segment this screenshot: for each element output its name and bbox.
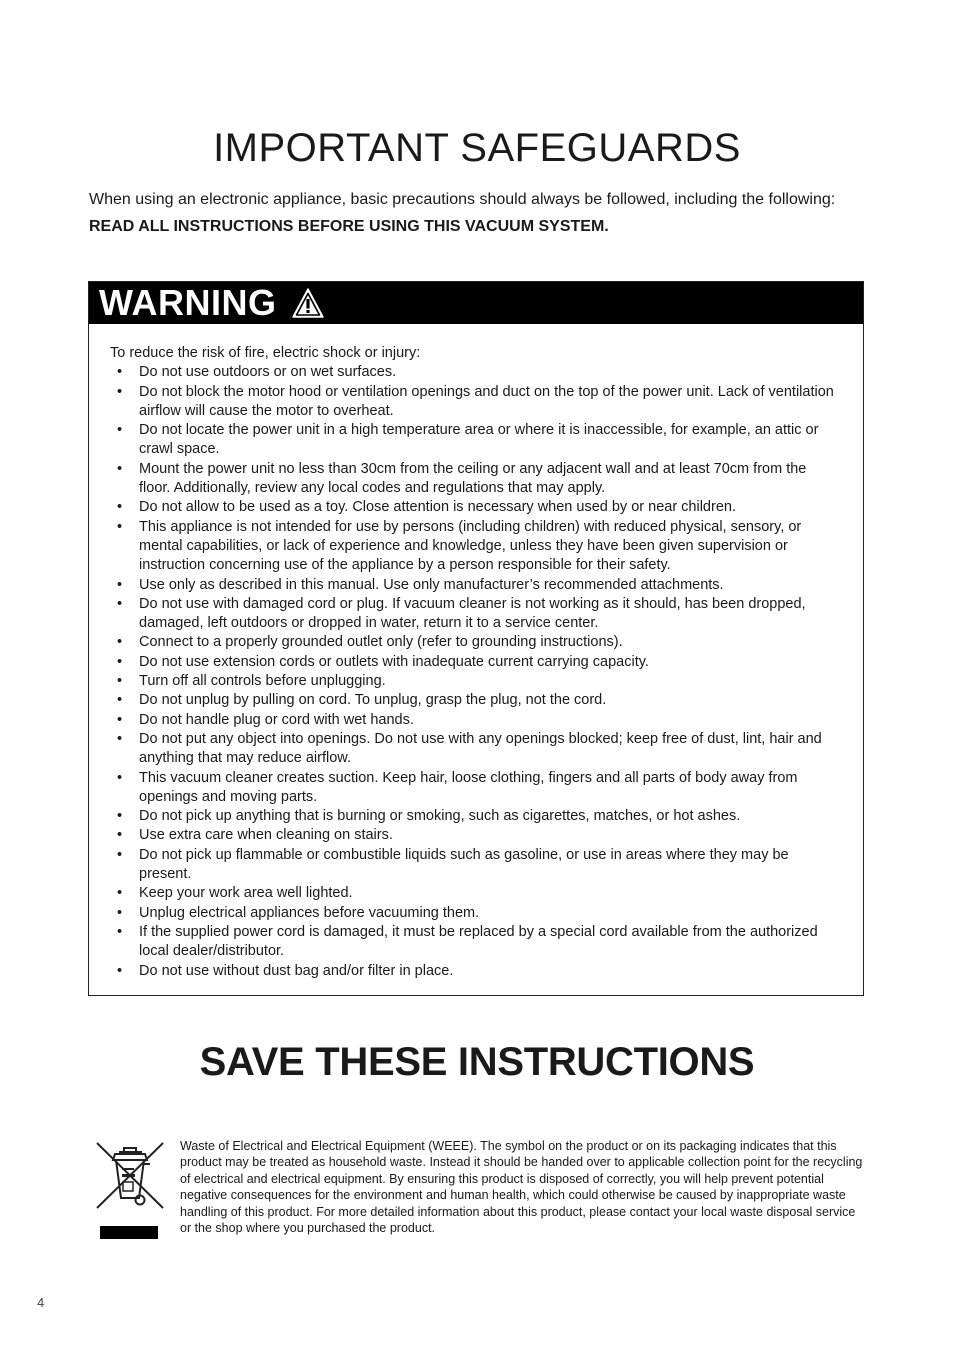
save-instructions-title: SAVE THESE INSTRUCTIONS xyxy=(199,1040,755,1084)
warning-list-item: • Do not use outdoors or on wet surfaces. xyxy=(110,363,839,382)
warning-list-item: • Do not pick up flammable or combustible liquids such as gasoline, or use in areas where they may be present. xyxy=(110,846,839,885)
warning-list-item: • Turn off all controls before unplugging. xyxy=(110,672,839,691)
page-title: IMPORTANT SAFEGUARDS xyxy=(213,126,741,170)
warning-list-item: • Do not locate the power unit in a high temperature area or where it is inaccessible, for example, an attic or crawl space. xyxy=(110,421,839,460)
warning-list-item: • Do not use with damaged cord or plug. If vacuum cleaner is not working as it should, has been dropped, damaged, left outdoors or dropped in water, return it to a service center. xyxy=(110,595,839,634)
warning-list-item: • Do not allow to be used as a toy. Close attention is necessary when used by or near children. xyxy=(110,498,839,517)
intro-paragraph xyxy=(89,186,869,240)
warning-list-item: • Mount the power unit no less than 30cm from the ceiling or any adjacent wall and at least 70cm from the floor. Additionally, review any local codes and regulations that may apply. xyxy=(110,460,839,499)
warning-list-item: • Connect to a properly grounded outlet only (refer to grounding instructions). xyxy=(110,633,839,652)
warning-list-item: • Do not pick up anything that is burning or smoking, such as cigarettes, matches, or hot ashes. xyxy=(110,807,839,826)
warning-lead: To reduce the risk of fire, electric shock or injury: xyxy=(110,345,421,361)
warning-list-item: • This appliance is not intended for use by persons (including children) with reduced physical, sensory, or mental capabilities, or lack of experience and knowledge, unless they have been given supervision or instruction concerning use of the appliance by a person responsible for their safety. xyxy=(110,518,839,576)
warning-list-item: • Do not put any object into openings. Do not use with any openings blocked; keep free of dust, lint, hair and anything that may reduce airflow. xyxy=(110,730,839,769)
warning-list-item: • Do not unplug by pulling on cord. To unplug, grasp the plug, not the cord. xyxy=(110,691,839,710)
warning-list-item: • Do not block the motor hood or ventilation openings and duct on the top of the power unit. Lack of ventilation airflow will cause the motor to overheat. xyxy=(110,383,839,422)
warning-list-item: • Do not use extension cords or outlets with inadequate current carrying capacity. xyxy=(110,653,839,672)
warning-triangle-icon xyxy=(291,287,325,319)
warning-list-item: • Unplug electrical appliances before vacuuming them. xyxy=(110,904,839,923)
page-number: 4 xyxy=(37,1295,45,1310)
warning-list-item: • Do not handle plug or cord with wet hands. xyxy=(110,711,839,730)
warning-list-item: • Use only as described in this manual. Use only manufacturer’s recommended attachments. xyxy=(110,576,839,595)
warning-list-item: • If the supplied power cord is damaged, it must be replaced by a special cord available from the authorized local dealer/distributor. xyxy=(110,923,839,962)
intro-emphasis: READ ALL INSTRUCTIONS BEFORE USING THIS VACUUM SYSTEM. xyxy=(89,218,609,235)
warning-box xyxy=(88,281,864,996)
warning-body xyxy=(89,324,863,981)
warning-list xyxy=(110,363,839,981)
warning-heading: WARNING xyxy=(99,282,277,323)
weee-notice: Waste of Electrical and Electrical Equipment (WEEE). The symbol on the product or on its packaging indicates that this product may be treated as household waste. Instead it should be handed over to applicable collection point for the recycling of electrical and electrical equipment. By ensuring this product is disposed of correctly, you will help prevent potential negative consequences for the environment and human health, which could otherwise be caused by inappropriate waste handling of this product. For more detailed information about this product, please contact your local waste disposal service or the shop where you purchased the product. xyxy=(180,1139,863,1236)
warning-list-item: • This vacuum cleaner creates suction. Keep hair, loose clothing, fingers and all parts of body away from openings and moving parts. xyxy=(110,769,839,808)
warning-list-item: • Do not use without dust bag and/or filter in place. xyxy=(110,962,839,981)
warning-header xyxy=(89,282,863,324)
warning-list-item: • Keep your work area well lighted. xyxy=(110,884,839,903)
warning-list-item: • Use extra care when cleaning on stairs. xyxy=(110,826,839,845)
intro-text: When using an electronic appliance, basic precautions should always be followed, including the following: xyxy=(89,191,836,208)
crossed-out-wheelie-bin-icon xyxy=(94,1140,166,1244)
